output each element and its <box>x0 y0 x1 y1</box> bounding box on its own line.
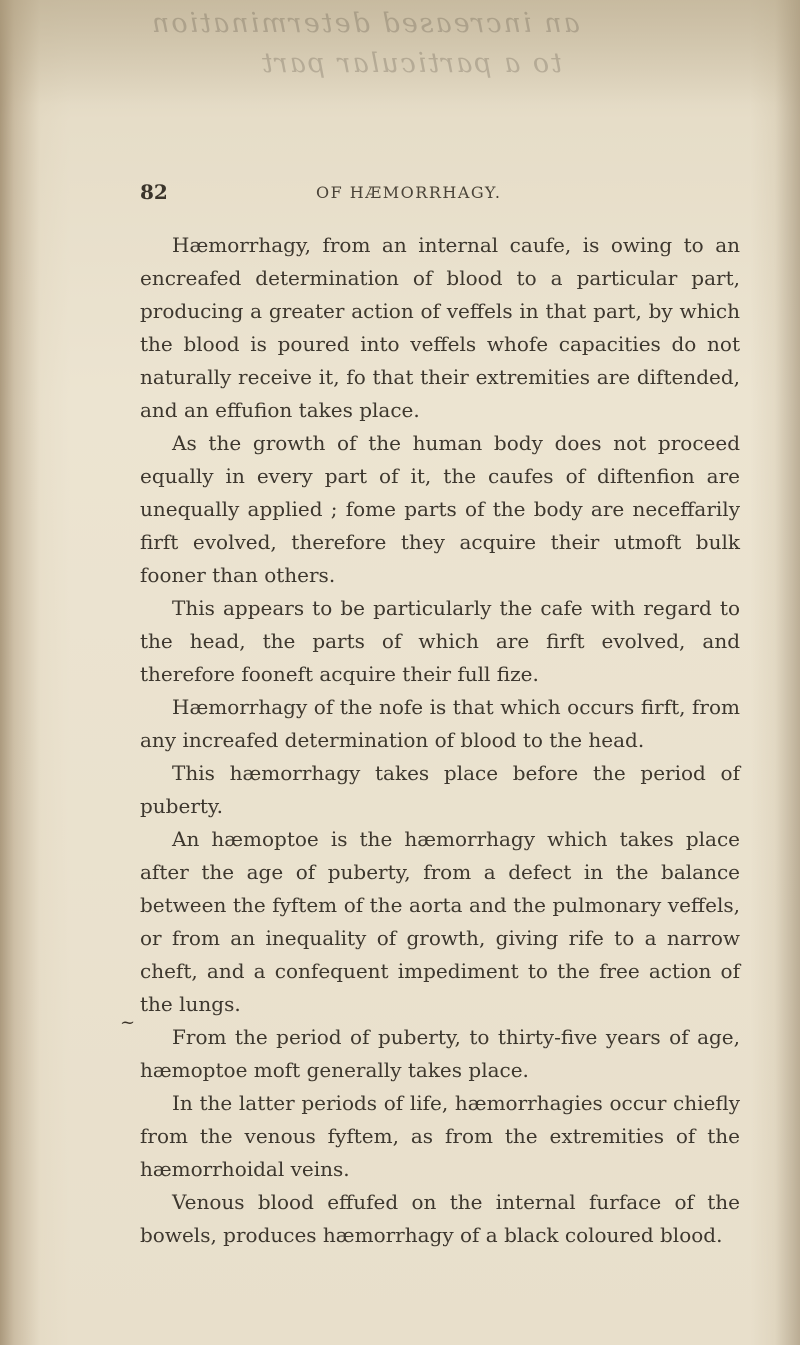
running-head: OF HÆMORRHAGY. <box>316 183 502 202</box>
body-text <box>140 229 740 1252</box>
bleed-through-area <box>0 0 800 105</box>
paragraph: An hæmoptoe is the hæmorrhagy which takes place after the age of puberty, from a defect in the balance between the fyftem of the aorta and the pulmonary veffels, or from an inequality of growth, giving rife to a narrow cheft, and a confequent impediment to the free action of the lungs. <box>140 827 740 1016</box>
paragraph: Hæmorrhagy, from an internal caufe, is owing to an encreafed determination of blood to a particular part, producing a greater action of veffels in that part, by which the blood is poured into veffels whofe capacities do not naturally receive it, fo that their extremities are diftended, and an effufion takes place. <box>140 233 740 422</box>
paragraph: As the growth of the human body does not proceed equally in every part of it, the caufes of diftenfion are unequally applied ; fome parts of the body are neceffarily firft evolved, therefore they acquire their utmoft bulk fooner than others. <box>140 431 740 587</box>
paragraph: From the period of puberty, to thirty-five years of age, hæmoptoe moft generally takes place. <box>140 1025 740 1082</box>
paragraph: This appears to be particularly the cafe with regard to the head, the parts of which are firft evolved, and therefore fooneft acquire their full fize. <box>140 596 740 686</box>
page-number: 82 <box>140 180 168 204</box>
bleed-through-line: an increased determination <box>150 8 580 39</box>
paragraph: Hæmorrhagy of the nofe is that which occurs firft, from any increafed determination of blood to the head. <box>140 695 740 752</box>
margin-annotation: ~ <box>120 1012 136 1033</box>
paragraph: In the latter periods of life, hæmorrhagies occur chiefly from the venous fyftem, as from the extremities of the hæmorrhoidal veins. <box>140 1091 740 1181</box>
page-header <box>140 180 700 216</box>
bleed-through-line: to a particular part <box>260 48 563 79</box>
paragraph: This hæmorrhagy takes place before the period of puberty. <box>140 761 740 818</box>
paragraph: Venous blood effufed on the internal furface of the bowels, produces hæmorrhagy of a black coloured blood. <box>140 1190 740 1247</box>
